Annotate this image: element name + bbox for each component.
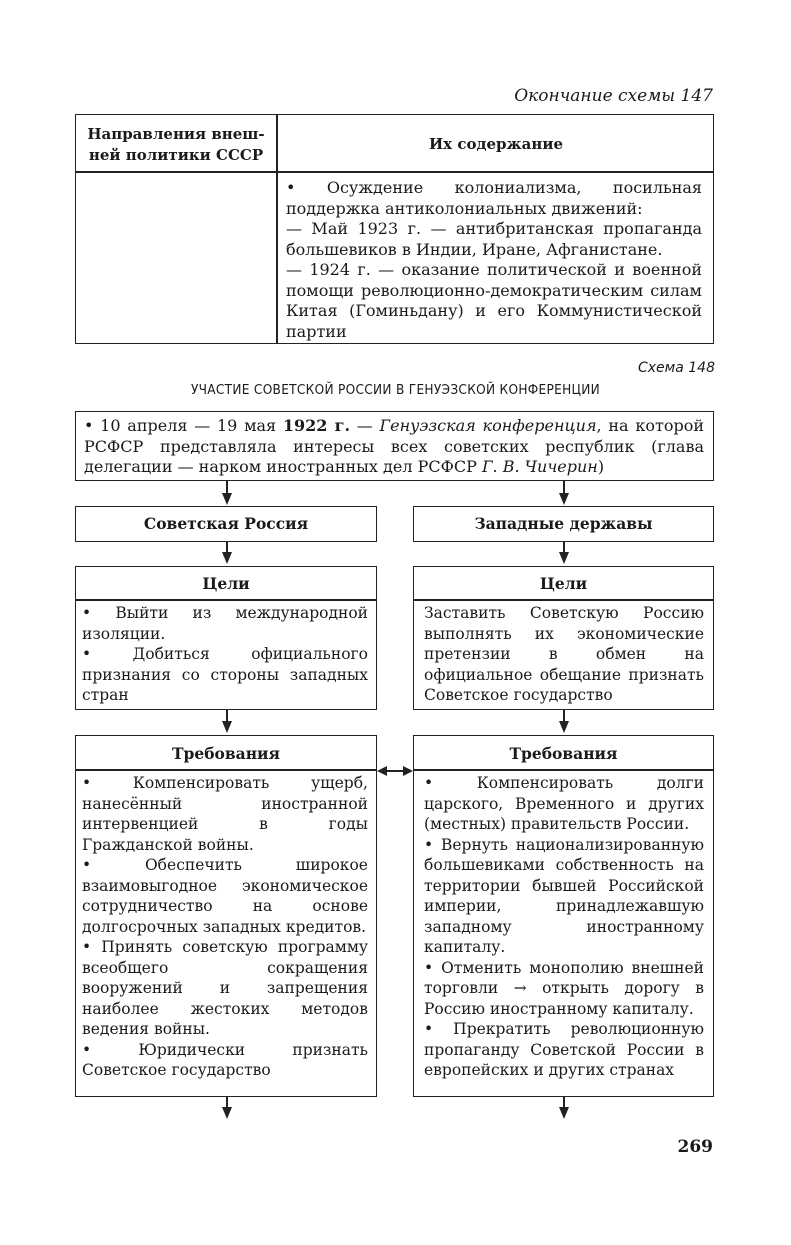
double-arrow-icon [377,764,413,778]
schema-title: УЧАСТИЕ СОВЕТСКОЙ РОССИИ В ГЕНУЭЗСКОЙ КОНФЕРЕНЦИИ [190,382,601,398]
right-req-list [424,773,704,1081]
left-req-3: • Принять советскую программу всеобщего сокращения вооружений и запрещения наиболее жестоких методов ведения войны. [82,938,368,1038]
top-year: 1922 г. [282,416,351,435]
arrow-top-right-head [559,493,569,505]
content-line-3: — 1924 г. — оказание политической и военной помощи революционно-демократическим силам Китая (Гоминьдану) и его Коммунистической партии [286,260,702,341]
right-req-1: • Компенсировать долги царского, Временного и других (местных) правительств России. [424,774,704,833]
left-req-4: • Юридически признать Советское государство [82,1040,368,1079]
table-147-content [286,178,702,342]
top-dash: — [350,416,380,435]
arrow-top-left-head [222,493,232,505]
left-goal-2: • Добиться официального признания со стороны западных стран [82,645,368,704]
content-line-2: — Май 1923 г. — антибританская пропаганда большевиков в Индии, Иране, Афганистане. [286,219,702,259]
left-req-header: Требования [171,744,280,763]
top-close: ) [597,457,605,476]
table-147-header-divider [75,171,714,173]
arrow-left-req-head [222,721,232,733]
table-147-col1-header: Направления внеш-ней политики СССР [87,125,265,164]
left-req-list [82,773,368,1081]
top-conference: Генуэзская конференция [379,416,597,435]
left-req-divider [75,769,377,771]
arrow-left-bottom-head [222,1107,232,1119]
top-person: Г. В. Чичерин [481,457,598,476]
arrow-right-req-head [559,721,569,733]
content-line-1: • Осуждение колониализма, посильная поддержка антиколониальных движений: [286,178,702,218]
right-title: Западные державы [474,514,653,533]
right-req-header: Требования [509,744,618,763]
right-goal-1: Заставить Советскую Россию выполнять их экономические претензии в обмен на официальное обещание признать Советское государство [424,604,704,704]
schema-label: Схема 148 [638,360,715,376]
left-goals-list [82,603,368,706]
top-box-text [84,416,704,478]
right-goals-list [424,603,704,706]
left-title: Советская Россия [143,514,309,533]
right-req-2: • Вернуть национализированную большевиками собственность на территории бывшей Российской империи, принадлежавшую западному иностранному капиталу. [424,835,704,956]
right-req-3: • Отменить монополию внешней торговли → открыть дорогу в Россию иностранному капиталу. [424,958,704,1018]
right-goals-header: Цели [539,574,588,593]
left-goal-1: • Выйти из международной изоляции. [82,604,368,643]
left-goals-divider [75,599,377,601]
right-req-4: • Прекратить революционную пропаганду Советской России в европейских и других странах [424,1020,704,1079]
right-req-divider [413,769,714,771]
top-bullet: • 10 апреля — 19 мая [84,416,283,435]
table-147-col2-header: Их содержание [428,135,564,153]
left-req-2: • Обеспечить широкое взаимовыгодное экономическое сотрудничество на основе долгосрочных западных кредитов. [82,856,368,936]
page-number: 269 [677,1137,713,1157]
left-req-1: • Компенсировать ущерб, нанесённый иностранной интервенцией в годы Гражданской войны. [82,774,368,854]
right-goals-divider [413,599,714,601]
left-goals-header: Цели [202,574,250,593]
arrow-left-goals-head [222,552,232,564]
arrow-right-bottom-head [559,1107,569,1119]
top-rest: , на которой РСФСР представляла интересы всех советских республик (глава делегации — нарком иностранных дел РСФСР [84,416,704,476]
continuation-caption: Окончание схемы 147 [514,86,713,106]
arrow-right-goals-head [559,552,569,564]
